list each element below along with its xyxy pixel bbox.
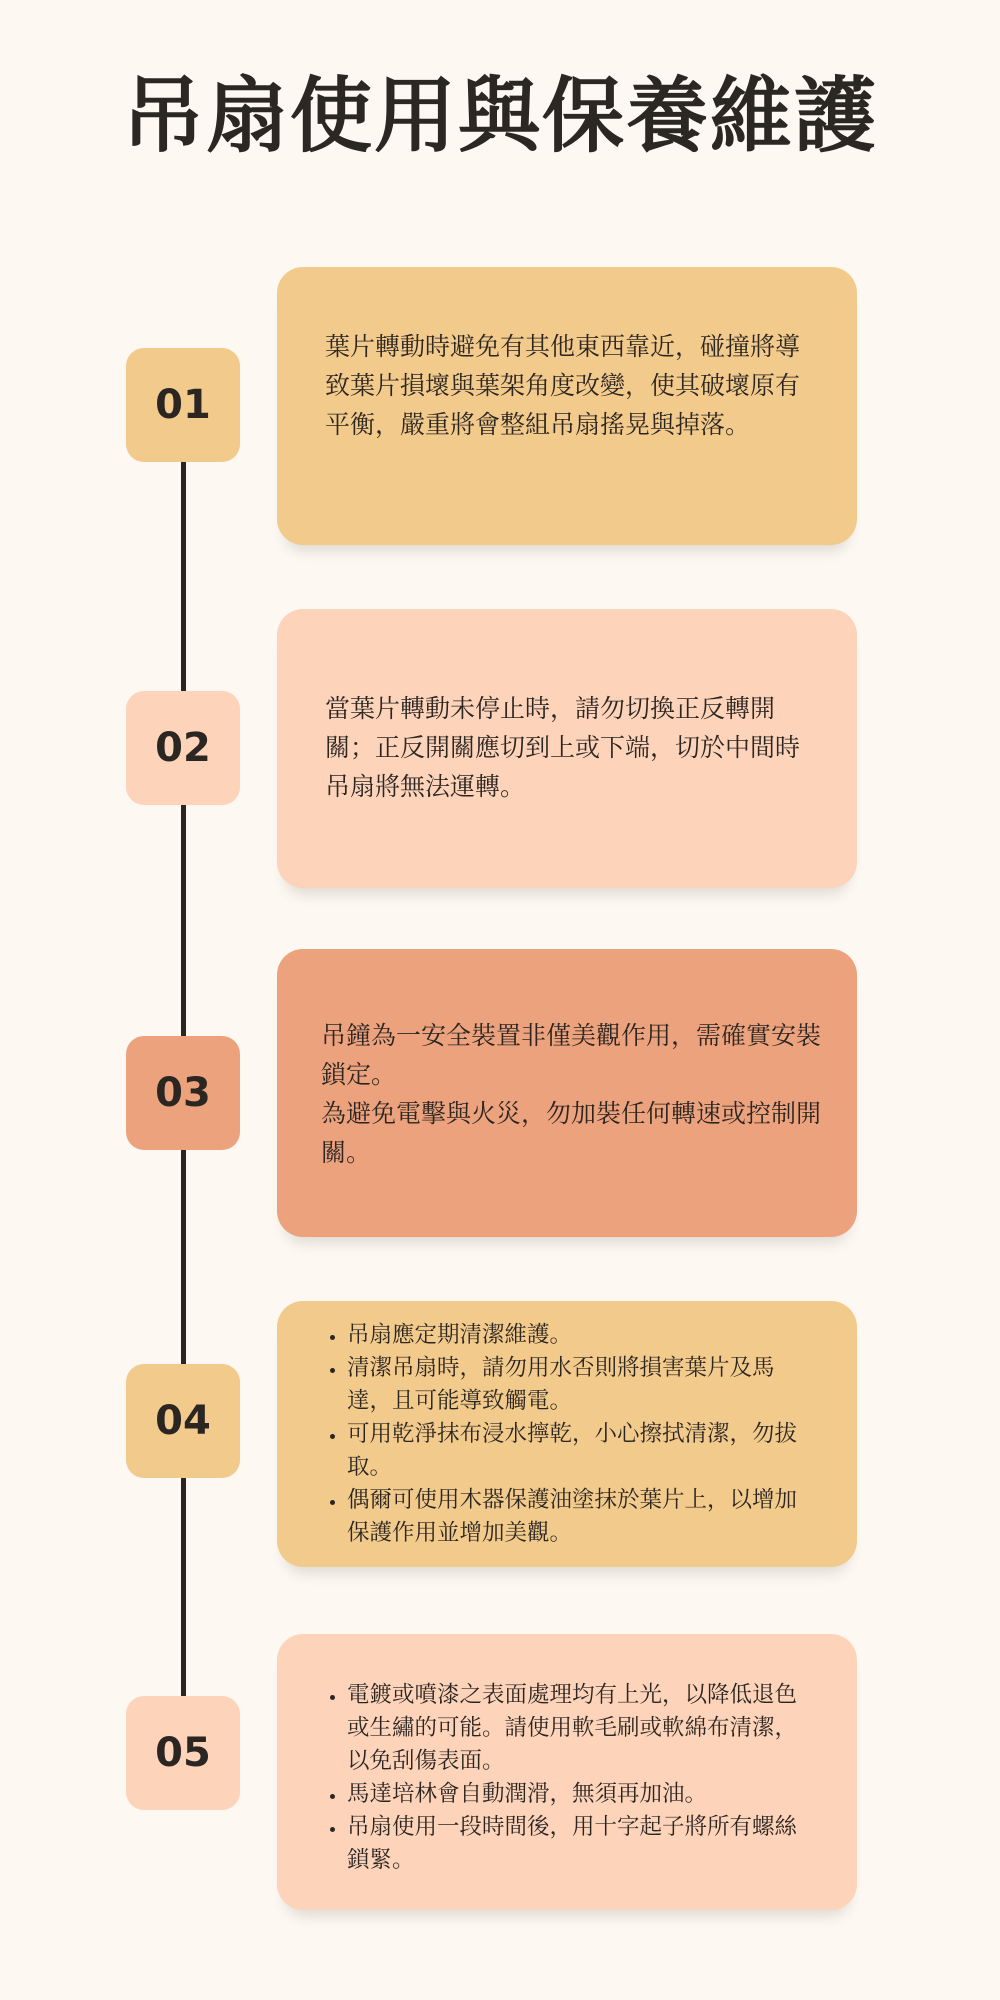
step-number-badge <box>126 691 240 805</box>
step-text <box>321 1016 821 1172</box>
list-item: • 吊扇使用一段時間後，用十字起子將所有螺絲鎖緊。 <box>347 1811 817 1877</box>
step-card <box>277 609 857 888</box>
step-number-badge <box>126 1364 240 1478</box>
step-card <box>277 1634 857 1910</box>
list-item: • 馬達培林會自動潤滑，無須再加油。 <box>347 1778 817 1811</box>
list-item: • 清潔吊扇時，請勿用水否則將損害葉片及馬達，且可能導致觸電。 <box>347 1352 817 1418</box>
list-item: • 偶爾可使用木器保護油塗抹於葉片上，以增加保護作用並增加美觀。 <box>347 1484 817 1550</box>
step-text: 葉片轉動時避免有其他東西靠近，碰撞將導致葉片損壞與葉架角度改變，使其破壞原有平衡，嚴重將會整組吊扇搖晃與掉落。 <box>325 332 801 439</box>
step-number: 04 <box>155 1398 211 1444</box>
step-number: 05 <box>155 1730 211 1776</box>
timeline-line <box>181 1476 186 1696</box>
step-number: 02 <box>155 725 211 771</box>
step-number: 03 <box>155 1070 211 1116</box>
step-text: 當葉片轉動未停止時，請勿切換正反轉開關；正反開關應切到上或下端，切於中間時吊扇將無法運轉。 <box>325 694 801 801</box>
list-item: • 可用乾淨抹布浸水擰乾，小心擦拭清潔，勿拔取。 <box>347 1418 817 1484</box>
step-card <box>277 1301 857 1567</box>
step-paragraph: 為避免電擊與火災，勿加裝任何轉速或控制開關。 <box>321 1099 822 1167</box>
list-item: • 吊扇應定期清潔維護。 <box>347 1319 817 1352</box>
step-card <box>277 267 857 545</box>
step-number-badge <box>126 1036 240 1150</box>
timeline-line <box>181 804 186 1036</box>
step-bullet-list <box>317 1319 817 1550</box>
step-number-badge <box>126 1696 240 1810</box>
timeline-line <box>181 462 186 692</box>
step-number-badge <box>126 348 240 462</box>
step-number: 01 <box>155 382 211 428</box>
step-card <box>277 949 857 1237</box>
list-item: • 電鍍或噴漆之表面處理均有上光，以降低退色或生繡的可能。請使用軟毛刷或軟綿布清潔，以免刮傷表面。 <box>347 1679 817 1778</box>
step-paragraph: 吊鐘為一安全裝置非僅美觀作用，需確實安裝鎖定。 <box>321 1021 822 1089</box>
timeline-line <box>181 1148 186 1364</box>
step-bullet-list <box>317 1679 817 1877</box>
page-title: 吊扇使用與保養維護 <box>121 69 878 164</box>
